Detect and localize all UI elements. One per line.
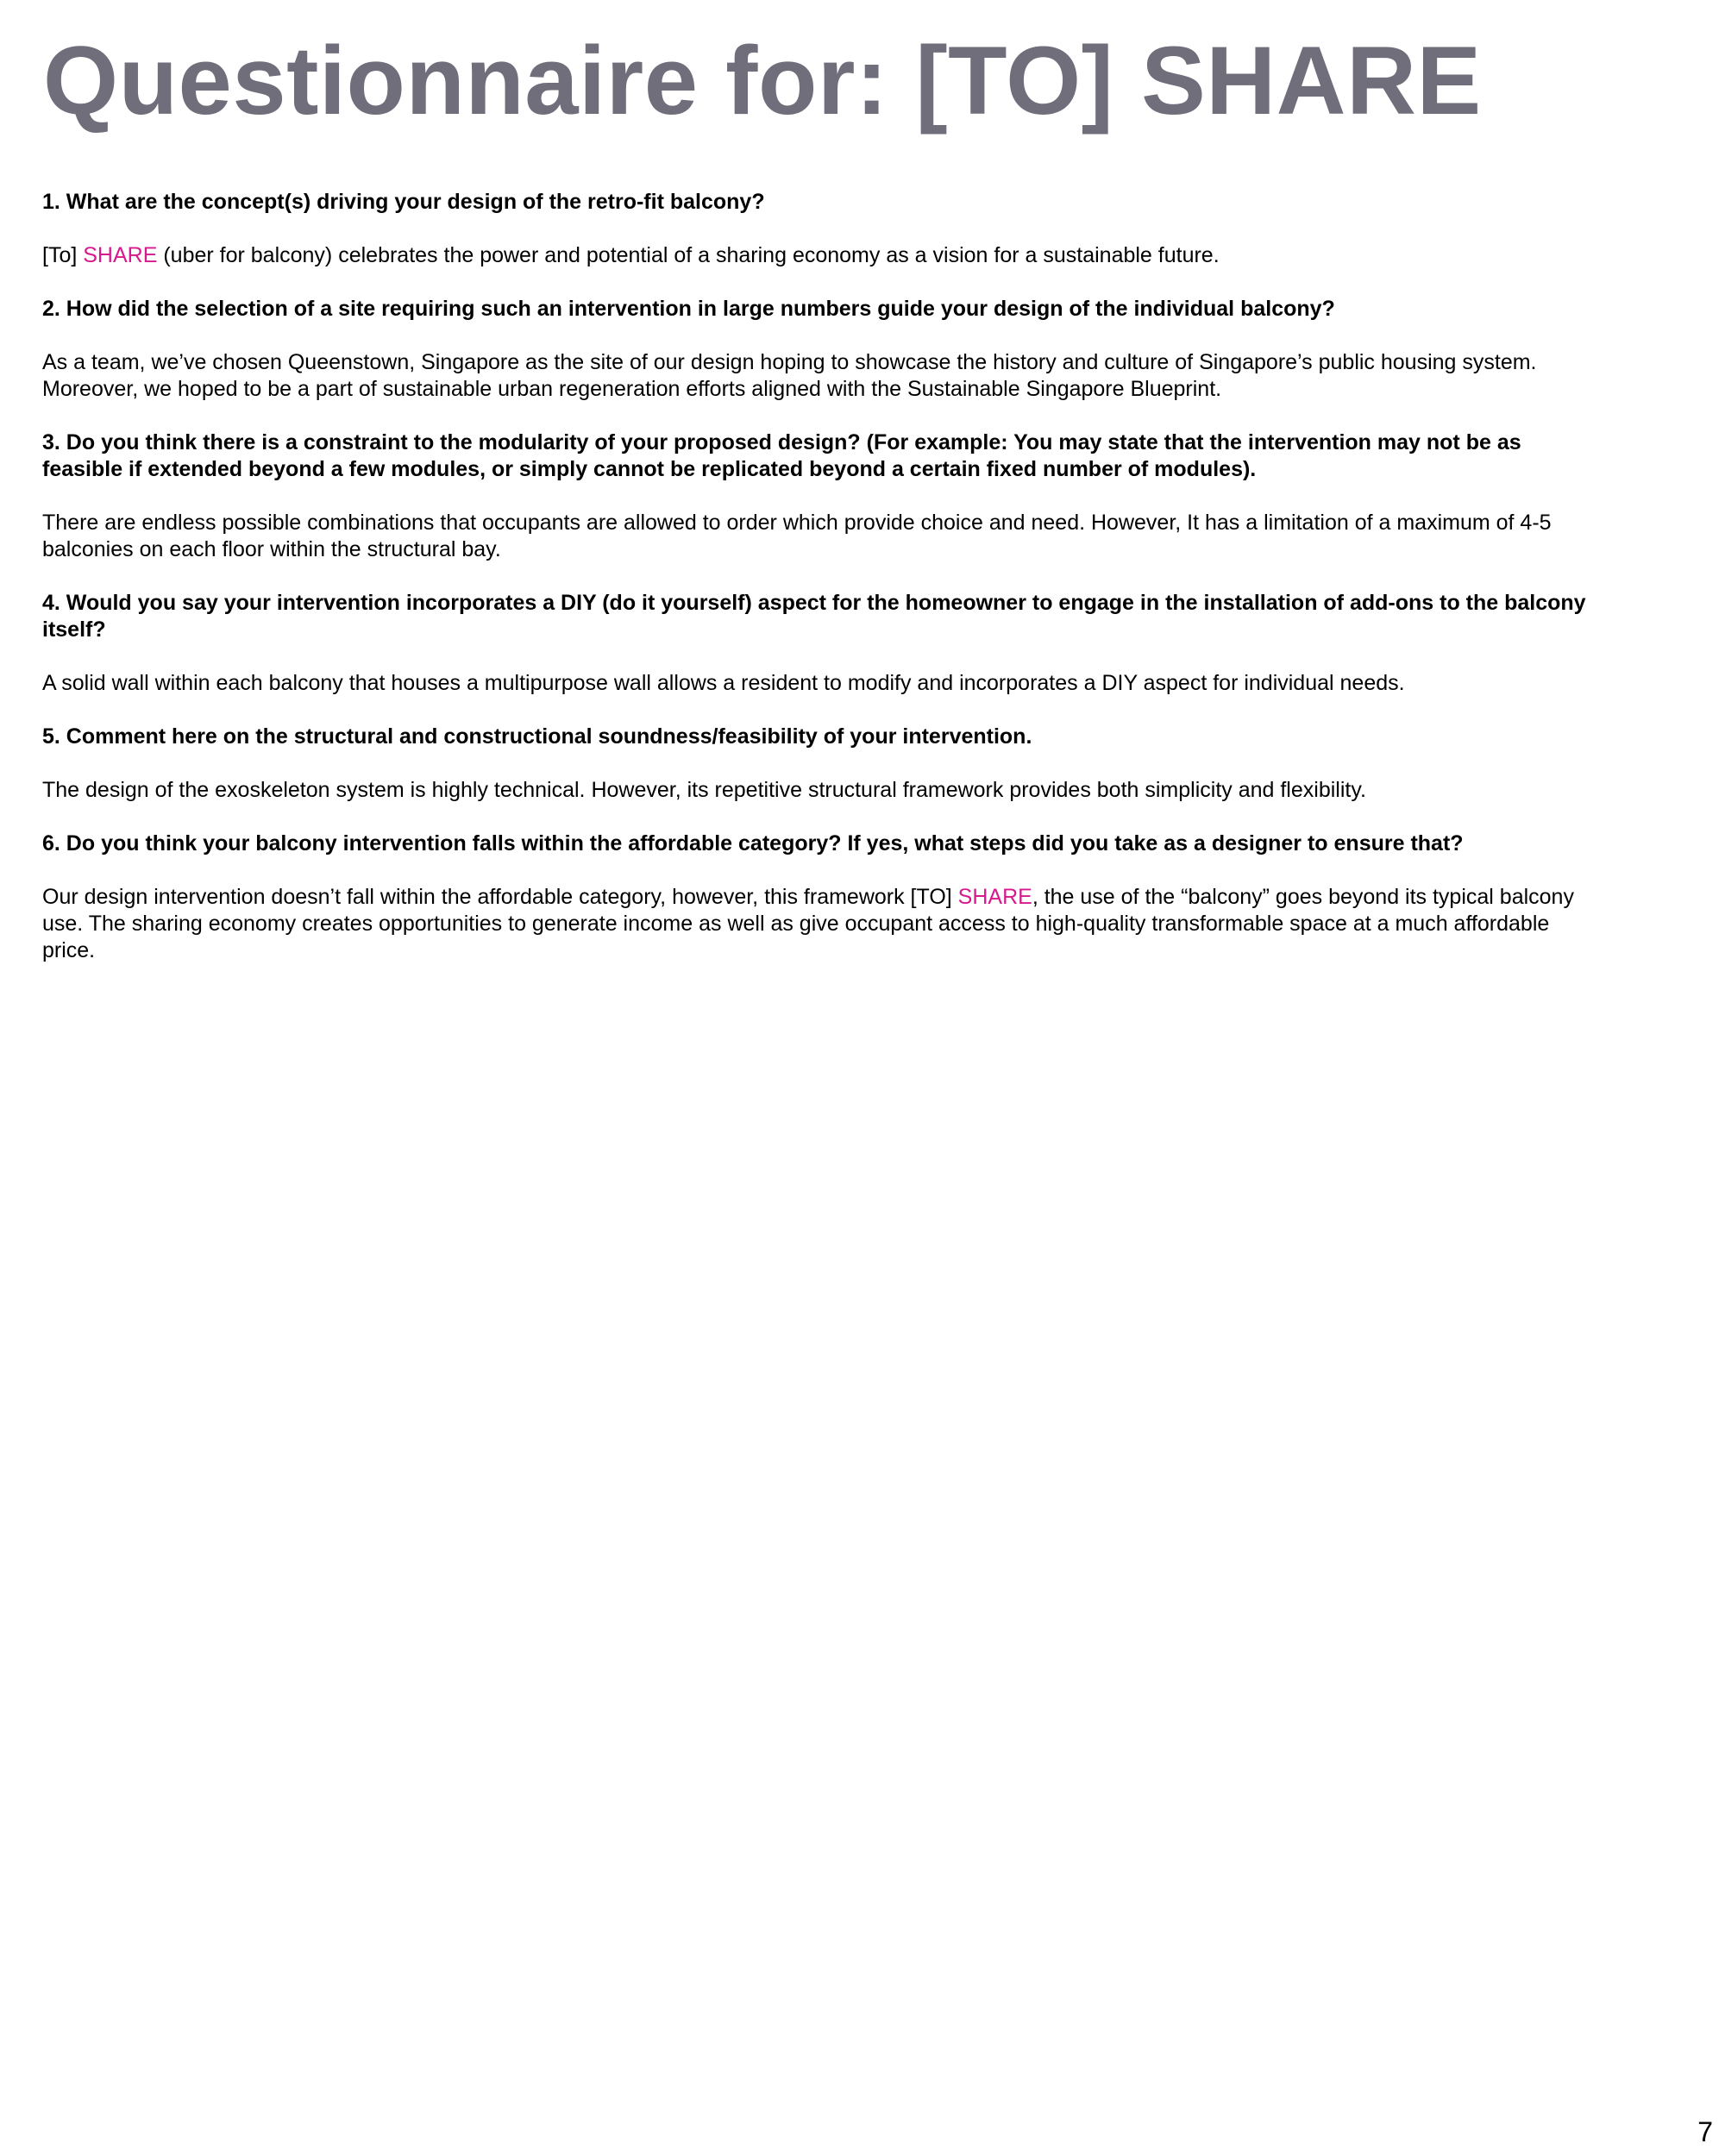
question-4: 4. Would you say your intervention incorporates a DIY (do it yourself) aspect for the homeowner to engage in the installation of add-ons to the balcony itself? — [42, 591, 1586, 642]
question-6: 6. Do you think your balcony intervention falls within the affordable category? If yes, what steps did you take as a designer to ensure that? — [42, 831, 1464, 856]
question-2: 2. How did the selection of a site requiring such an intervention in large numbers guide your design of the individual balcony? — [42, 297, 1335, 321]
answer-3: There are endless possible combinations that occupants are allowed to order which provide choice and need. However, It has a limitation of a maximum of 4-5 balconies on each floor within the structural bay. — [42, 511, 1552, 561]
answer-5: The design of the exoskeleton system is highly technical. However, its repetitive structural framework provides both simplicity and flexibility. — [42, 778, 1366, 802]
question-1: 1. What are the concept(s) driving your design of the retro-fit balcony? — [42, 190, 765, 214]
answer-6-suffix: , the use of the “balcony” goes beyond its typical balcony use. The sharing economy creates opportunities to generate income as well as give occupant access to high-quality transformable space at a much affordable price. — [42, 885, 1574, 962]
answer-1-prefix: [To] — [42, 243, 84, 267]
page-number: 7 — [1697, 2116, 1713, 2147]
answer-6-prefix: Our design intervention doesn’t fall within the affordable category, however, this framework [TO] — [42, 885, 958, 909]
question-3: 3. Do you think there is a constraint to the modularity of your proposed design? (For example: You may state that the intervention may not be as feasible if extended beyond a few modules, or simply cannot be replicated beyond a certain fixed number of modules). — [42, 430, 1521, 481]
answer-1 — [42, 242, 1595, 269]
page-title: Questionnaire for: [TO] SHARE — [43, 27, 1482, 135]
answer-1-suffix: (uber for balcony) celebrates the power and potential of a sharing economy as a vision for a sustainable future. — [157, 243, 1220, 267]
questionnaire-list — [42, 189, 1595, 991]
share-highlight: SHARE — [83, 243, 158, 267]
answer-4: A solid wall within each balcony that houses a multipurpose wall allows a resident to modify and incorporates a DIY aspect for individual needs. — [42, 671, 1405, 695]
question-5: 5. Comment here on the structural and constructional soundness/feasibility of your intervention. — [42, 724, 1032, 749]
answer-6 — [42, 884, 1595, 964]
answer-2: As a team, we’ve chosen Queenstown, Singapore as the site of our design hoping to showcase the history and culture of Singapore’s public housing system. Moreover, we hoped to be a part of sustainable urban regeneration efforts aligned with the Sustainable Singapore Blueprint. — [42, 350, 1537, 401]
share-highlight: SHARE — [957, 885, 1032, 909]
